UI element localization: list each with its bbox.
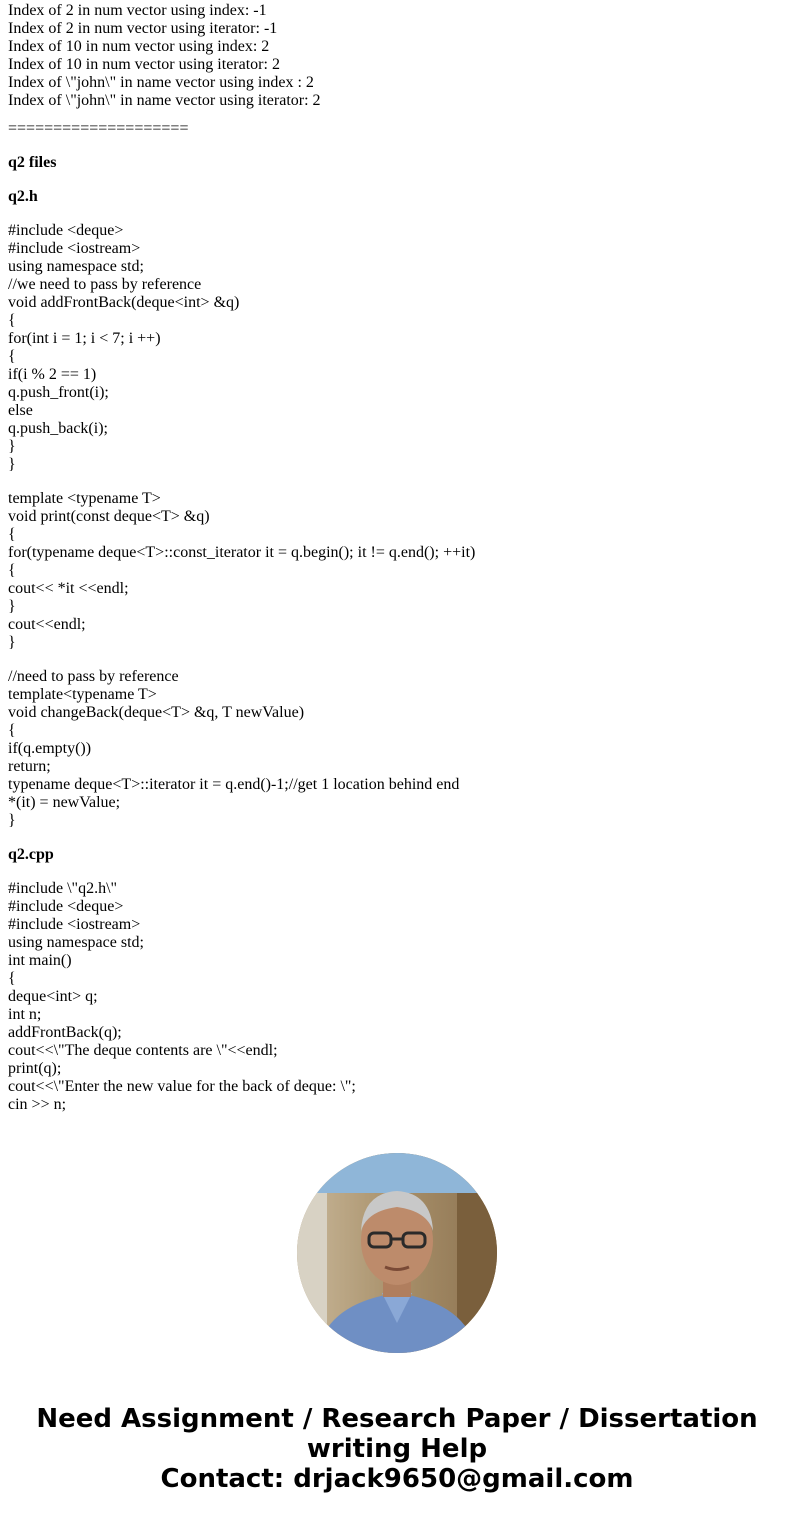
code-line: } [8, 634, 16, 651]
code-line: { [8, 312, 16, 329]
code-line: template <typename T> [8, 490, 161, 507]
q2h-code-block-3 [8, 668, 788, 830]
code-line: int main() [8, 952, 72, 969]
footer-line-1: Need Assignment / Research Paper / Dissertation [36, 1404, 758, 1434]
code-line: using namespace std; [8, 934, 144, 951]
code-line: for(int i = 1; i < 7; i ++) [8, 330, 161, 347]
code-line: Index of 2 in num vector using iterator: -1 [8, 20, 278, 37]
q2cpp-code-block [8, 880, 788, 1114]
code-line: if(q.empty()) [8, 740, 92, 757]
code-line: template<typename T> [8, 686, 157, 703]
code-line: //need to pass by reference [8, 668, 179, 685]
code-line: { [8, 348, 16, 365]
code-line: q.push_back(i); [8, 420, 108, 437]
code-line: deque<int> q; [8, 988, 98, 1005]
code-line: q.push_front(i); [8, 384, 109, 401]
document-body [8, 2, 788, 1114]
q2h-code-block-2 [8, 490, 788, 652]
code-line: { [8, 562, 16, 579]
code-line: //we need to pass by reference [8, 276, 202, 293]
code-line: { [8, 526, 16, 543]
separator-line: ==================== [8, 120, 189, 137]
code-line: typename deque<T>::iterator it = q.end()-1;//get 1 location behind end [8, 776, 460, 793]
code-line: *(it) = newValue; [8, 794, 121, 811]
code-line: #include <deque> [8, 898, 124, 915]
promo-footer [0, 1404, 794, 1494]
code-line: { [8, 722, 16, 739]
code-line: } [8, 598, 16, 615]
code-line: cout<<endl; [8, 616, 86, 633]
code-line: } [8, 812, 16, 829]
code-line: void print(const deque<T> &q) [8, 508, 210, 525]
code-line: addFrontBack(q); [8, 1024, 122, 1041]
section-title: q2 files [8, 154, 57, 171]
code-line: cout<< *it <<endl; [8, 580, 129, 597]
footer-line-2: writing Help [306, 1434, 488, 1464]
code-line: void changeBack(deque<T> &q, T newValue) [8, 704, 305, 721]
code-line: Index of 10 in num vector using index: 2 [8, 38, 270, 55]
code-line: #include <iostream> [8, 240, 141, 257]
code-line: } [8, 456, 16, 473]
portrait-image [297, 1153, 497, 1353]
footer-contact-email: Contact: drjack9650@gmail.com [160, 1464, 634, 1494]
code-line: Index of \"john\" in name vector using iterator: 2 [8, 92, 321, 109]
code-line: Index of 10 in num vector using iterator: 2 [8, 56, 280, 73]
code-line: cout<<\"The deque contents are \"<<endl; [8, 1042, 278, 1059]
program-output [8, 2, 788, 110]
code-line: print(q); [8, 1060, 62, 1077]
code-line: else [8, 402, 33, 419]
code-line: int n; [8, 1006, 42, 1023]
code-line: void addFrontBack(deque<int> &q) [8, 294, 240, 311]
q2h-file-title: q2.h [8, 188, 38, 205]
code-line: #include <deque> [8, 222, 124, 239]
code-line: cin >> n; [8, 1096, 67, 1113]
q2cpp-file-title: q2.cpp [8, 846, 54, 863]
code-line: { [8, 970, 16, 987]
code-line: Index of 2 in num vector using index: -1 [8, 2, 267, 19]
code-line: Index of \"john\" in name vector using index : 2 [8, 74, 314, 91]
code-line: #include <iostream> [8, 916, 141, 933]
code-line: return; [8, 758, 51, 775]
code-line: for(typename deque<T>::const_iterator it = q.begin(); it != q.end(); ++it) [8, 544, 476, 561]
code-line: if(i % 2 == 1) [8, 366, 97, 383]
code-line: using namespace std; [8, 258, 144, 275]
code-line: } [8, 438, 16, 455]
code-line: cout<<\"Enter the new value for the back of deque: \"; [8, 1078, 356, 1095]
q2h-code-block-1 [8, 222, 788, 474]
author-photo-avatar [297, 1153, 497, 1353]
code-line: #include \"q2.h\" [8, 880, 118, 897]
